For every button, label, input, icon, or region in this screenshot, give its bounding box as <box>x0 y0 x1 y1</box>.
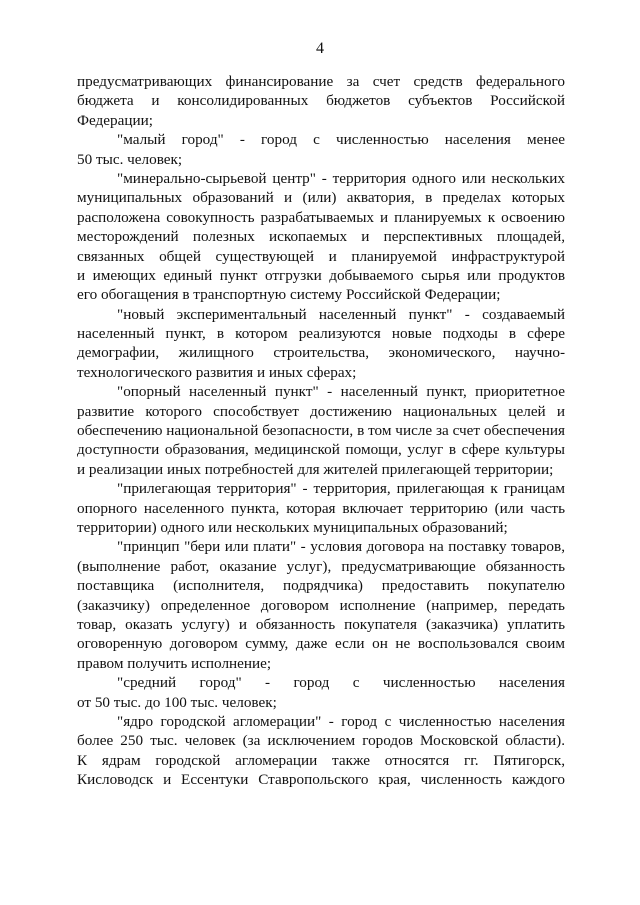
text-line: "новый экспериментальный населенный пункт" - создаваемый <box>117 305 565 323</box>
paragraph <box>77 72 565 130</box>
text-line: "опорный населенный пункт" - населенный пункт, приоритетное <box>117 383 565 401</box>
paragraph <box>77 305 565 383</box>
text-line: оговоренную договором сумму, даже если он не воспользовался своим <box>77 635 565 653</box>
text-line: (выполнение работ, оказание услуг), предусматривающие обязанность <box>77 557 565 575</box>
text-line: "ядро городской агломерации" - город с численностью населения <box>117 712 565 730</box>
text-line: и реализации иных потребностей для жителей прилегающей территории; <box>77 460 554 478</box>
paragraph <box>77 382 565 479</box>
paragraph <box>77 712 565 790</box>
paragraph <box>77 537 565 673</box>
text-line: доступности образования, медицинской помощи, услуг в сфере культуры <box>77 441 565 459</box>
text-line: (заказчику) определенное договором исполнение (например, передать <box>77 596 565 614</box>
text-line: Кисловодск и Ессентуки Ставропольского края, численность каждого <box>77 771 565 789</box>
paragraph <box>77 130 565 169</box>
paragraph <box>77 169 565 305</box>
text-line: "средний город" - город с численностью населения <box>117 674 565 692</box>
text-line: Федерации; <box>77 111 153 129</box>
text-line: обеспечению национальной безопасности, в том числе за счет обеспечения <box>77 422 565 440</box>
text-line: месторождений полезных ископаемых и перспективных площадей, <box>77 228 565 246</box>
text-line: демографии, жилищного строительства, экономического, научно- <box>77 344 565 362</box>
text-line: и имеющих единый пункт отгрузки добываемого сырья или продуктов <box>77 266 565 284</box>
page-number: 4 <box>316 40 324 57</box>
paragraph <box>77 673 565 712</box>
text-line: товар, оказать услугу) и обязанность покупателя (заказчика) уплатить <box>77 615 565 633</box>
text-line: развитие которого способствует достижению национальных целей и <box>77 402 565 420</box>
text-line: населенный пункт, в котором реализуются новые подходы в сфере <box>77 325 565 343</box>
text-line: территории) одного или нескольких муниципальных образований; <box>77 518 508 536</box>
text-line: его обогащения в транспортную систему Российской Федерации; <box>77 286 501 304</box>
text-line: "минерально-сырьевой центр" - территория одного или нескольких <box>117 169 565 187</box>
text-line: опорного населенного пункта, которая включает территорию (или часть <box>77 499 565 517</box>
text-line: связанных общей существующей и планируемой инфраструктурой <box>77 247 565 265</box>
text-line: поставщика (исполнителя, подрядчика) предоставить покупателю <box>77 577 565 595</box>
document-body <box>77 72 565 789</box>
text-line: правом получить исполнение; <box>77 654 272 672</box>
text-line: бюджета и консолидированных бюджетов субъектов Российской <box>77 92 565 110</box>
text-line: К ядрам городской агломерации также относятся гг. Пятигорск, <box>77 751 565 769</box>
text-line: от 50 тыс. до 100 тыс. человек; <box>77 693 277 711</box>
paragraph <box>77 479 565 537</box>
text-line: предусматривающих финансирование за счет средств федерального <box>77 73 565 90</box>
text-line: расположена совокупность разрабатываемых и планируемых к освоению <box>77 208 565 226</box>
text-line: "малый город" - город с численностью населения менее <box>117 131 565 149</box>
text-line: "прилегающая территория" - территория, прилегающая к границам <box>117 480 565 498</box>
text-line: технологического развития и иных сферах; <box>77 363 357 381</box>
text-line: 50 тыс. человек; <box>77 150 183 168</box>
text-line: "принцип "бери или плати" - условия договора на поставку товаров, <box>117 538 565 556</box>
text-line: более 250 тыс. человек (за исключением городов Московской области). <box>77 732 565 750</box>
text-line: муниципальных образований и (или) акватория, в пределах которых <box>77 189 565 207</box>
